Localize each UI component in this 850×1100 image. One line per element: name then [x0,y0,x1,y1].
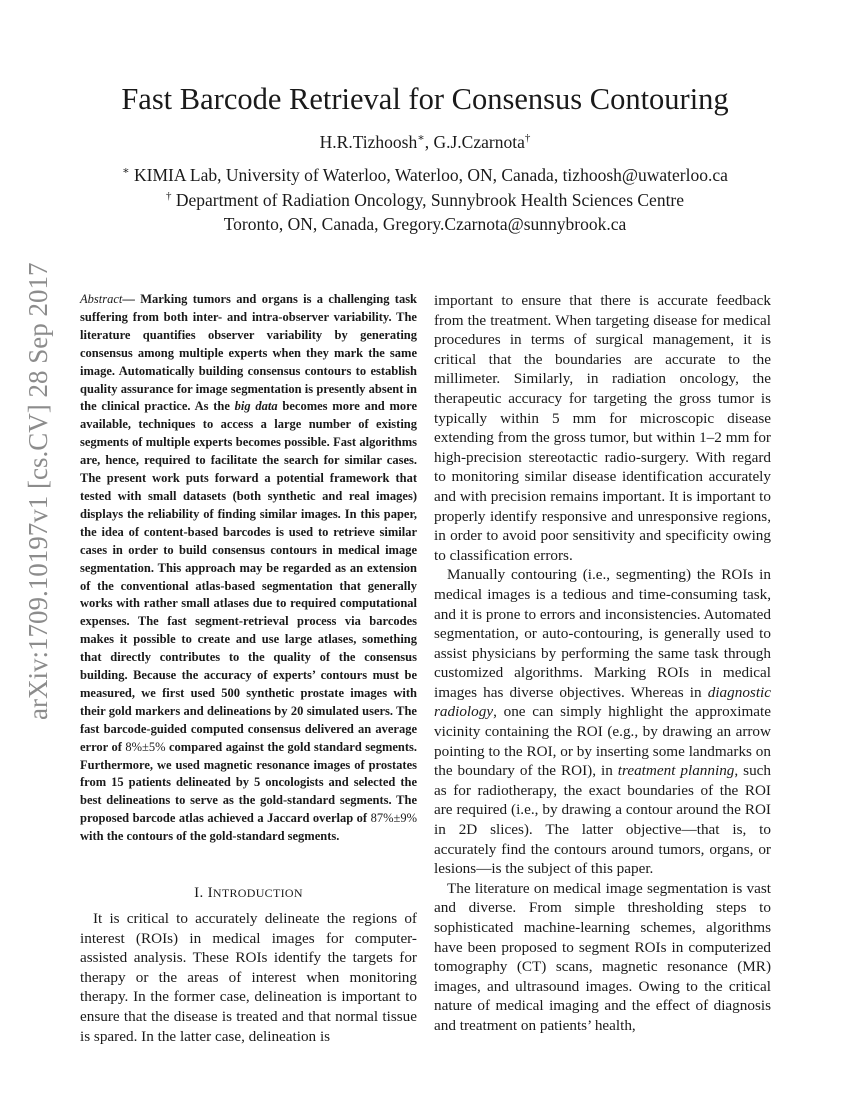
intro-paragraph-2 [434,565,771,879]
paragraph-text: , one can simply highlight the approximate vicinity containing the ROI (e.g., by drawing an arrow pointing to the ROI, or by inserting some landmarks on the boundary of the ROI), in [434,703,771,780]
abstract-error-value: 8%±5% [125,739,166,754]
section-heading-introduction [80,883,417,903]
paper-title: Fast Barcode Retrieval for Consensus Contouring [121,82,729,116]
arxiv-stamp [20,262,56,720]
section-title-rest: NTRODUCTION [212,886,303,901]
affiliation-mark: ∗ [122,165,130,178]
abstract-text: Marking tumors and organs is a challenging task suffering from both inter- and intra-observer variability. The literature quantifies observer variability by generating consensus among multiple experts when they mark the same image. Automatically building consensus contours to establish quality assurance for image segmentation is presently absent in the clinical practice. As the [80,292,418,414]
affiliation-mark: † [165,189,172,202]
affiliation-mark: † [524,132,531,145]
abstract [80,291,417,846]
intro-paragraph-3: The literature on medical image segmentation is vast and diverse. From simple thresholding steps to sophisticated machine-learning schemes, algorithms have been proposed to segment ROIs in computerized tomography (CT) scans, magnetic resonance (MR) images, and ultrasound images. Owing to the critical nature of medical imaging and the effect of diagnosis and treatment on patients’ health, [434,879,771,1034]
author-line [0,130,850,154]
author-separator: , [424,132,434,152]
section-initial: I [207,885,213,902]
author-czarnota: G.J.Czarnota [433,132,525,152]
affiliation-mark: ∗ [417,132,425,145]
right-column [434,291,771,1036]
section-numeral: I. [194,885,208,902]
intro-paragraph-1: It is critical to accurately delineate the regions of interest (ROIs) in medical images for computer-assisted analysis. These ROIs identify the targets for therapy or the areas of interest when monitoring therapy. In the former case, delineation is important to ensure that the disease is treated and that normal tissue is spared. In the latter case, delineation is [80,910,417,1045]
affiliation-line-3: Toronto, ON, Canada, Gregory.Czarnota@sunnybrook.ca [223,214,627,234]
abstract-dash: — [122,292,141,306]
affiliation-line-1 [0,163,850,188]
abstract-text: becomes more and more available, techniques to access a large number of existing segments of multiple experts becomes possible. Fast algorithms are, hence, required to facilitate the search for similar cases. The present work puts forward a potential framework that tested with small datasets (both synthetic and real images) displays the reliability of finding similar images. In this paper, the idea of content-based barcodes is used to retrieve similar cases in order to build consensus contours in medical image segmentation. This approach may be regarded as an extension of the conventional atlas-based segmentation that generally works with rather small atlases due to required computational expenses. The fast segment-retrieval process via barcodes makes it possible to create and use large atlases, something that directly contributes to the quality of the consensus building. Because the accuracy of experts’ contours must be measured, we first used 500 synthetic prostate images with their gold markers and delineations by 20 simulated users. The fast barcode-guided computed consensus delivered an average error of [80,399,418,754]
paragraph-text: Manually contouring (i.e., segmenting) the ROIs in medical images is a tedious and time-consuming task, and it is prone to errors and inconsistencies. Automated segmentation, or auto-contouring, is generally used to assist physicians by performing the same task through customized algorithms. Marking ROIs in medical images has diverse objectives. Whereas in [434,566,772,701]
affiliation-text: KIMIA Lab, University of Waterloo, Waterloo, ON, Canada, tizhoosh@uwaterloo.ca [133,165,728,185]
affiliations [0,163,850,237]
emphasis-treatment-planning: treatment planning [617,762,735,780]
abstract-text: with the contours of the gold-standard segments. [80,829,340,844]
abstract-jaccard-value: 87%±9% [370,811,417,826]
affiliation-line-2 [0,188,850,213]
affiliation-text: Department of Radiation Oncology, Sunnybrook Health Sciences Centre [175,189,685,210]
paragraph-text: , such as for radiotherapy, the exact boundaries of the ROI are required (i.e., by drawing a contour around the ROI in 2D slices). The latter objective—that is, to accurately find the contours around tumors, organs, or lesions—is the subject of this paper. [434,762,771,878]
abstract-label: Abstract [80,292,123,306]
author-tizhoosh: H.R.Tizhoosh [319,132,418,152]
emphasis-diagnostic-radiology: diagnostic radiology [434,683,771,721]
abstract-emphasis: big data [234,399,278,414]
intro-paragraph-continued: important to ensure that there is accurate feedback from the treatment. When targeting disease for medical procedures in terms of surgical management, it is critical that the boundaries are accurate to the millimeter. Similarly, in radiation oncology, the therapeutic accuracy for targeting the gross tumor is typically within 5 mm for microscopic disease extending from the gross tumor, but within 1–2 mm for high-precision stereotactic radio-surgery. With regard to monitoring similar disease identification accurately and with precision remains important. It is important to properly identify responsive and unresponsive regions, in order to avoid poor sensitivity and specificity owing to classification errors. [434,292,771,564]
abstract-text: compared against the gold standard segments. Furthermore, we used magnetic resonance images of prostates from 15 patients delineated by 5 oncologists and selected the best delineations to serve as the gold-standard segments. The proposed barcode atlas achieved a Jaccard overlap of [80,739,418,826]
arxiv-identifier: arXiv:1709.10197v1 [cs.CV] 28 Sep 2017 [23,262,53,720]
left-column [80,291,417,1046]
